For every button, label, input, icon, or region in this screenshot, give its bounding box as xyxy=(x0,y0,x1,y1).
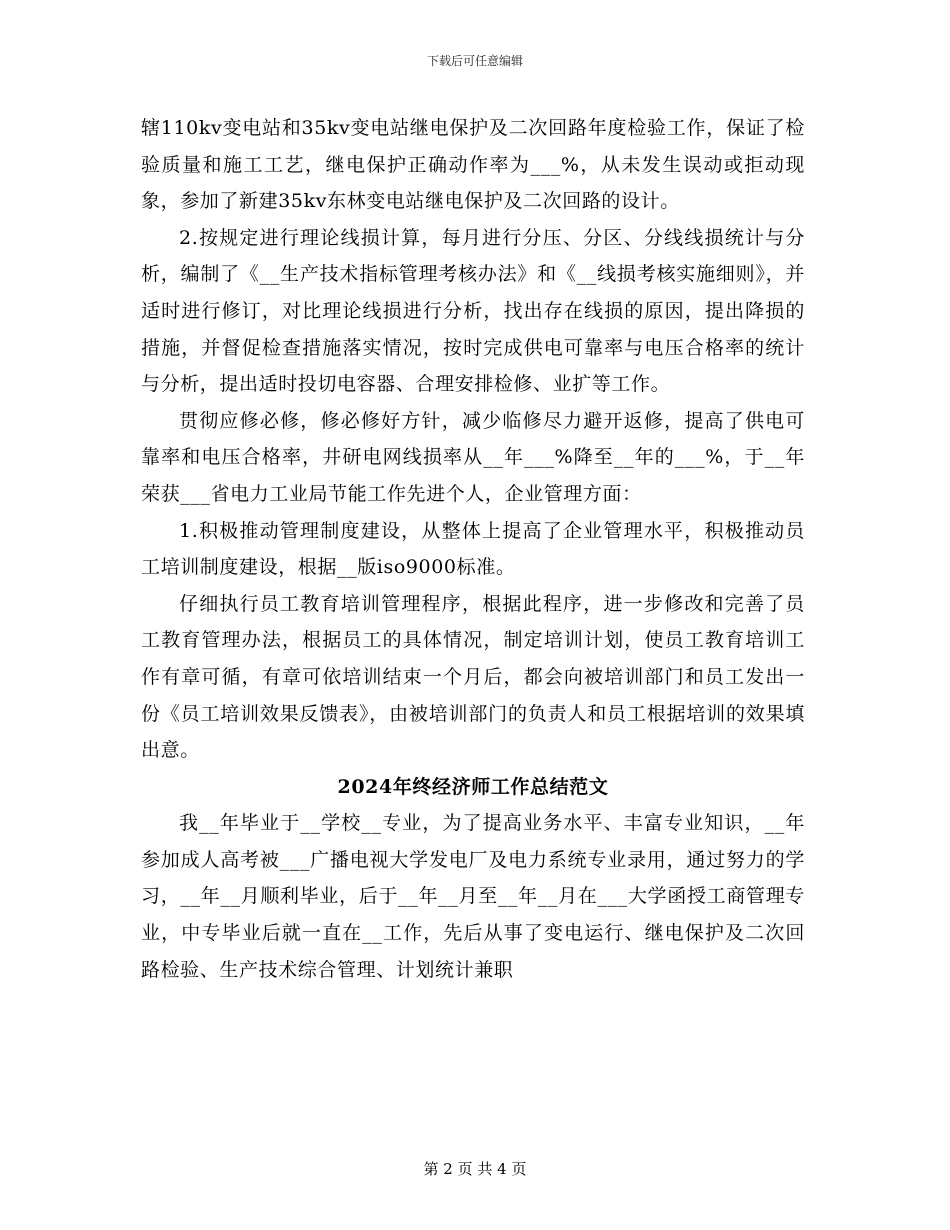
document-body xyxy=(141,110,805,988)
section-heading: 2024年终经济师工作总结范文 xyxy=(337,775,609,798)
paragraph-5: 仔细执行员工教育培训管理程序，根据此程序，进一步修改和完善了员工教育管理办法，根据员工的具体情况，制定培训计划，使员工教育培训工作有章可循，有章可依培训结束一个月后，都会向被培训部门和员工发出一份《员工培训效果反馈表》，由被培训部门的负责人和员工根据培训的效果填出意。 xyxy=(141,592,805,762)
paragraph-4: 1.积极推动管理制度建设，从整体上提高了企业管理水平，积极推动员工培训制度建设，根据__版iso9000标准。 xyxy=(141,519,805,579)
page-number: 第 2 页 共 4 页 xyxy=(423,1160,527,1178)
paragraph-2: 2.按规定进行理论线损计算，每月进行分压、分区、分线线损统计与分析，编制了《__生产技术指标管理考核办法》和《__线损考核实施细则》，并适时进行修订，对比理论线损进行分析，找出存在线损的原因，提出降损的措施，并督促检查措施落实情况，按时完成供电可靠率与电压合格率的统计与分析，提出适时投切电容器、合理安排检修、业扩等工作。 xyxy=(141,226,805,396)
page-header: 下载后可任意编辑 xyxy=(426,54,523,68)
paragraph-3: 贯彻应修必修，修必修好方针，减少临修尽力避开返修，提高了供电可靠率和电压合格率，井研电网线损率从__年___%降至__年的___%，于__年荣获___省电力工业局节能工作先进个人，企业管理方面： xyxy=(141,409,805,505)
paragraph-6: 我__年毕业于__学校__专业，为了提高业务水平、丰富专业知识，__年参加成人高考被___广播电视大学发电厂及电力系统专业录用，通过努力的学习，__年__月顺利毕业，后于__年__月至__年__月在___大学函授工商管理专业，中专毕业后就一直在__工作，先后从事了变电运行、继电保护及二次回路检验、生产技术综合管理、计划统计兼职 xyxy=(141,812,805,981)
paragraph-1: 辖110kv变电站和35kv变电站继电保护及二次回路年度检验工作，保证了检验质量和施工工艺，继电保护正确动作率为___%，从未发生误动或拒动现象，参加了新建35kv东林变电站继电保护及二次回路的设计。 xyxy=(141,117,805,213)
